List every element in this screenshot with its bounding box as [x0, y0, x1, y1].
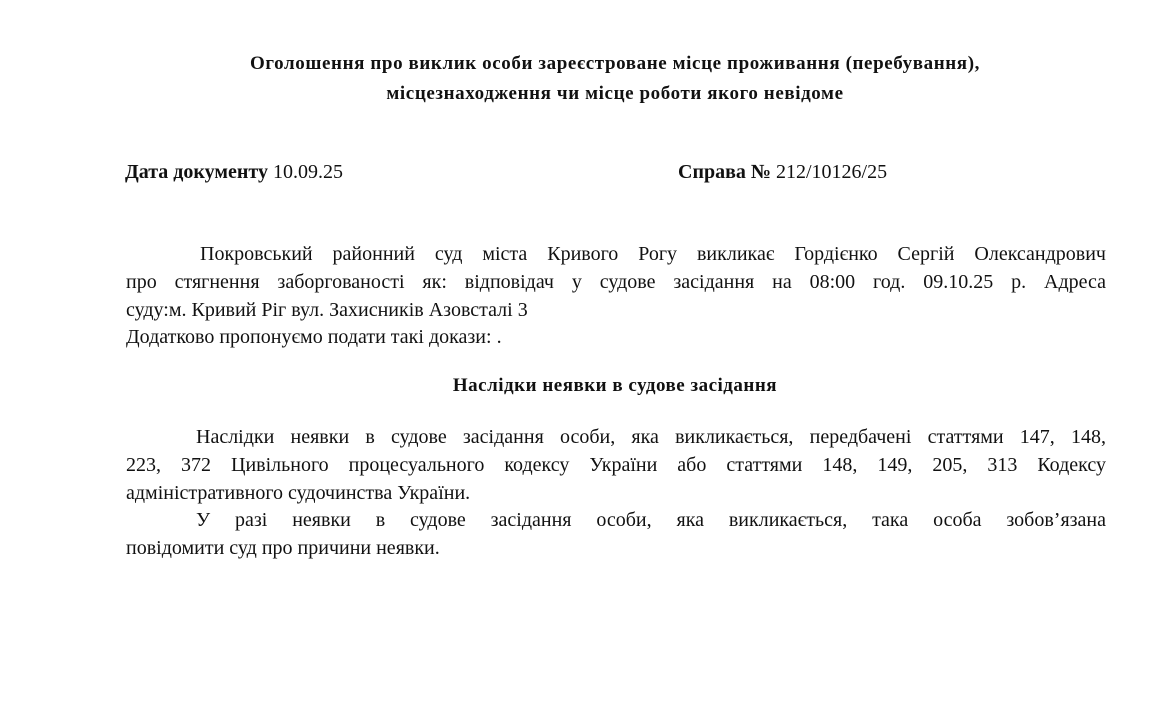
case-number-value: 212/10126/25: [776, 161, 888, 183]
document-title-line-2: місцезнаходження чи місце роботи якого невідоме: [386, 83, 844, 104]
duty-paragraph: [126, 506, 1106, 562]
duty-line-1: У разі неявки в судове засідання особи, яка викликається, така особа зобов’язана: [196, 509, 1106, 531]
case-number-label: Справа №: [678, 161, 771, 183]
consequences-line-1: Наслідки неявки в судове засідання особи, яка викликається, передбачені статтями 147, 148,: [196, 426, 1106, 448]
summons-line-2: про стягнення заборгованості як: відповідач у судове засідання на 08:00 год. 09.10.25 р. Адреса: [126, 271, 1106, 293]
consequences-line-2: 223, 372 Цивільного процесуального кодексу України або статтями 148, 149, 205, 313 Кодексу: [126, 454, 1106, 476]
document-date-value: 10.09.25: [273, 161, 343, 183]
consequences-paragraph: [126, 423, 1106, 507]
consequences-heading: Наслідки неявки в судове засідання: [452, 375, 778, 396]
case-number: [678, 158, 887, 186]
summons-line-1: Покровський районний суд міста Кривого Рогу викликає Гордієнко Сергій Олександрович: [200, 243, 1106, 265]
evidence-request: Додатково пропонуємо подати такі докази: .: [126, 326, 502, 348]
consequences-line-3: адміністративного судочинства України.: [126, 482, 471, 504]
summons-line-3: суду:м. Кривий Ріг вул. Захисників Азовсталі 3: [126, 299, 528, 321]
document-date-label: Дата документу: [125, 161, 268, 183]
duty-line-2: повідомити суд про причини неявки.: [126, 537, 440, 559]
document-date: [125, 158, 343, 186]
summons-paragraph: [126, 240, 1106, 324]
document-title-line-1: Оголошення про виклик особи зареєстроване місце проживання (перебування),: [250, 53, 980, 74]
